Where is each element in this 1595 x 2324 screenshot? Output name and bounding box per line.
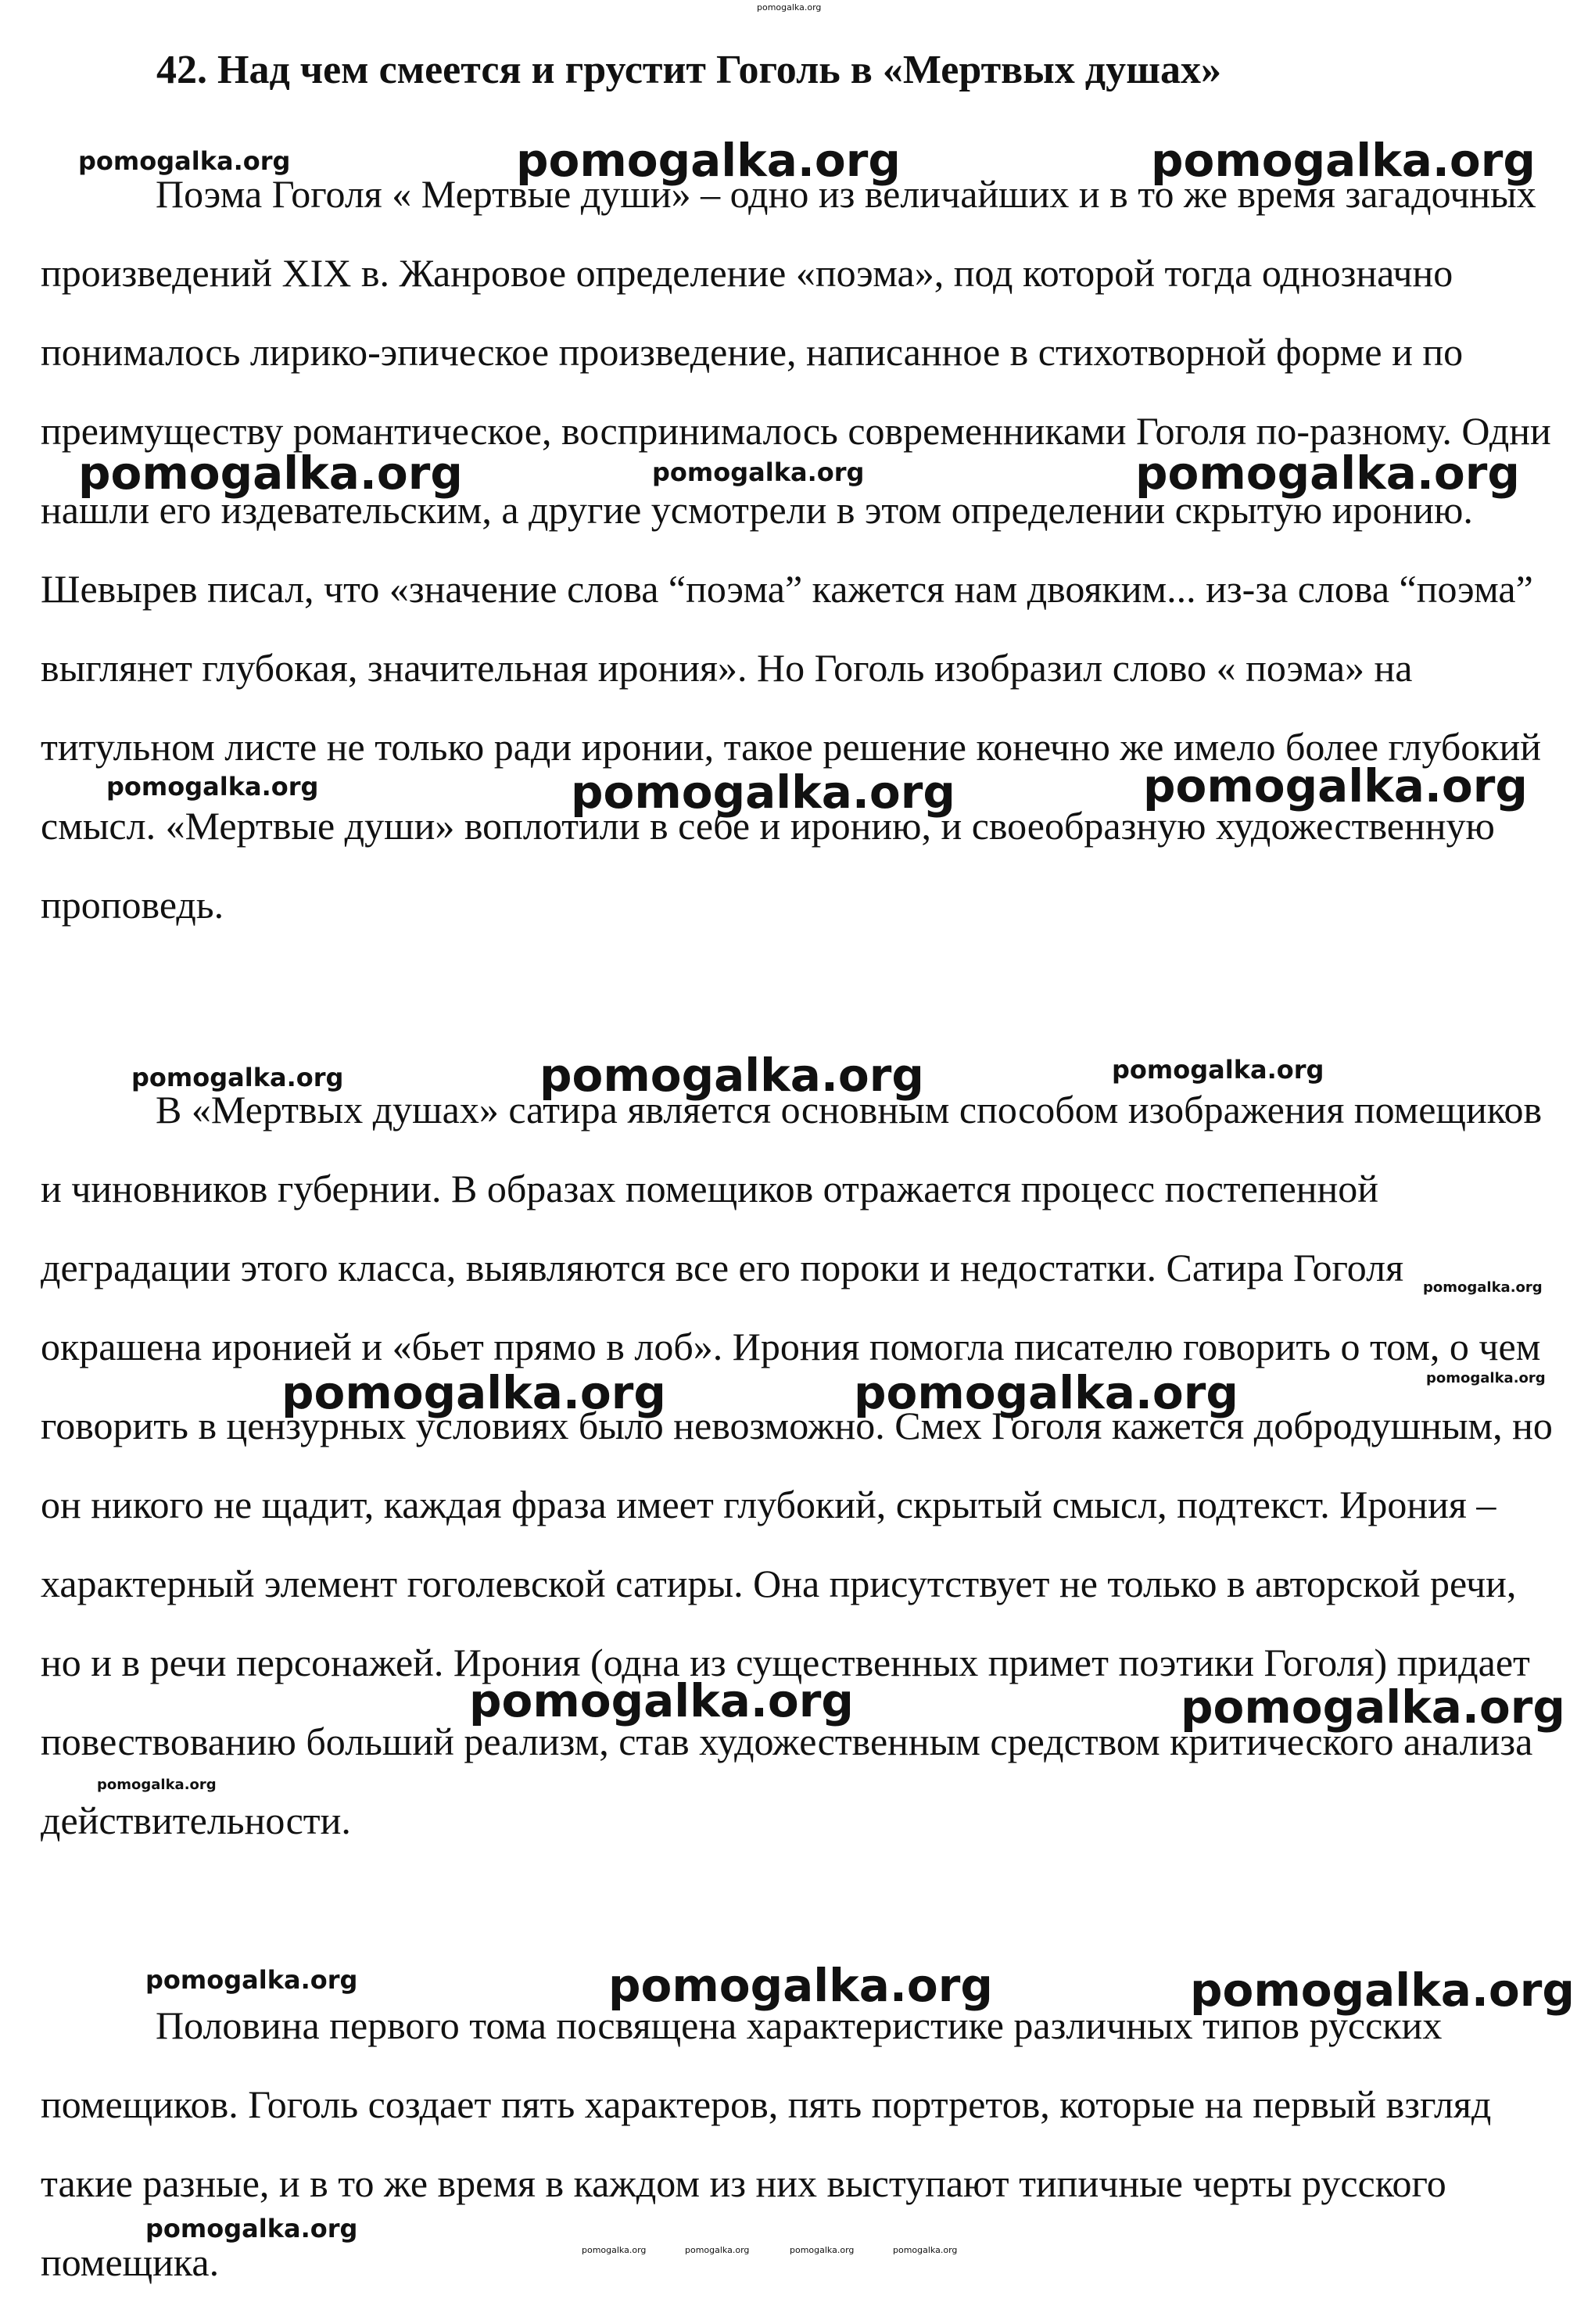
watermark: pomogalka.org — [685, 2245, 750, 2255]
watermark: pomogalka.org — [757, 2, 822, 13]
watermark: pomogalka.org — [1190, 1964, 1575, 2017]
watermark: pomogalka.org — [571, 766, 955, 819]
watermark: pomogalka.org — [539, 1049, 924, 1102]
watermark: pomogalka.org — [281, 1366, 666, 1419]
watermark: pomogalka.org — [469, 1674, 854, 1727]
page-title: 42. Над чем смеется и грустит Гоголь в «Мертвых душах» — [156, 48, 1222, 92]
watermark: pomogalka.org — [790, 2245, 855, 2255]
paragraph-3: Половина первого тома посвящена характеристике различных типов русских помещиков. Гоголь создает пять характеров, пять портретов, которые на первый взгляд такие разные, и в то же время в каждом из них выступают типичные черты русского помещика. — [41, 2003, 1492, 2284]
watermark: pomogalka.org — [145, 1965, 358, 1995]
watermark: pomogalka.org — [893, 2245, 958, 2255]
paragraph-2: В «Мертвых душах» сатира является основным способом изображения помещиков и чиновников губернии. В образах помещиков отражается процесс постепенной деградации этого класса, выявляются все его пороки и недостатки. Сатира Гоголя окрашена иронией и «бьет прямо в лоб». Ирония помогла писателю говорить о том, о чем говорить в цензурных условиях было невозможно. Смех Гоголя кажется добродушным, но он никого не щадит, каждая фраза имеет глубокий, скрытый смысл, подтекст. Ирония – характерный элемент гоголевской сатиры. Она присутствует не только в авторской речи, но и в речи персонажей. Ирония (одна из существенных примет поэтики Гоголя) придает повествованию больший реализм, став художественным средством критического анализа действительности. — [41, 1088, 1553, 1842]
watermark: pomogalka.org — [516, 134, 901, 187]
watermark: pomogalka.org — [106, 772, 319, 802]
watermark: pomogalka.org — [1135, 447, 1520, 500]
watermark: pomogalka.org — [854, 1366, 1238, 1419]
watermark: pomogalka.org — [1112, 1055, 1324, 1085]
watermark: pomogalka.org — [97, 1777, 217, 1793]
watermark: pomogalka.org — [1181, 1680, 1565, 1734]
watermark: pomogalka.org — [652, 457, 865, 487]
watermark: pomogalka.org — [131, 1063, 344, 1092]
watermark: pomogalka.org — [145, 2214, 358, 2243]
watermark: pomogalka.org — [78, 447, 463, 500]
watermark: pomogalka.org — [1426, 1370, 1546, 1386]
paragraph-1: Поэма Гоголя « Мертвые души» – одно из величайших и в то же время загадочных произведений XIX в. Жанровое определение «поэма», под которой тогда однозначно понималось лирико-эпическое произведение, написанное в стихотворной форме и по преимуществу романтическое, воспринималось современниками Гоголя по-разному. Одни нашли его издевательским, а другие усмотрели в этом определении скрытую иронию. Шевырев писал, что «значение слова “поэма” кажется нам двояким... из-за слова “поэма” выглянет глубокая, значительная ирония». Но Гоголь изобразил слово « поэма» на титульном листе не только ради иронии, такое решение конечно же имело более глубокий смысл. «Мертвые души» воплотили в себе и иронию, и своеобразную художественную проповедь. — [41, 172, 1551, 927]
watermark: pomogalka.org — [1143, 759, 1528, 812]
watermark: pomogalka.org — [608, 1959, 993, 2012]
watermark: pomogalka.org — [78, 146, 291, 176]
watermark: pomogalka.org — [582, 2245, 647, 2255]
watermark: pomogalka.org — [1151, 134, 1536, 187]
watermark: pomogalka.org — [1423, 1279, 1543, 1296]
